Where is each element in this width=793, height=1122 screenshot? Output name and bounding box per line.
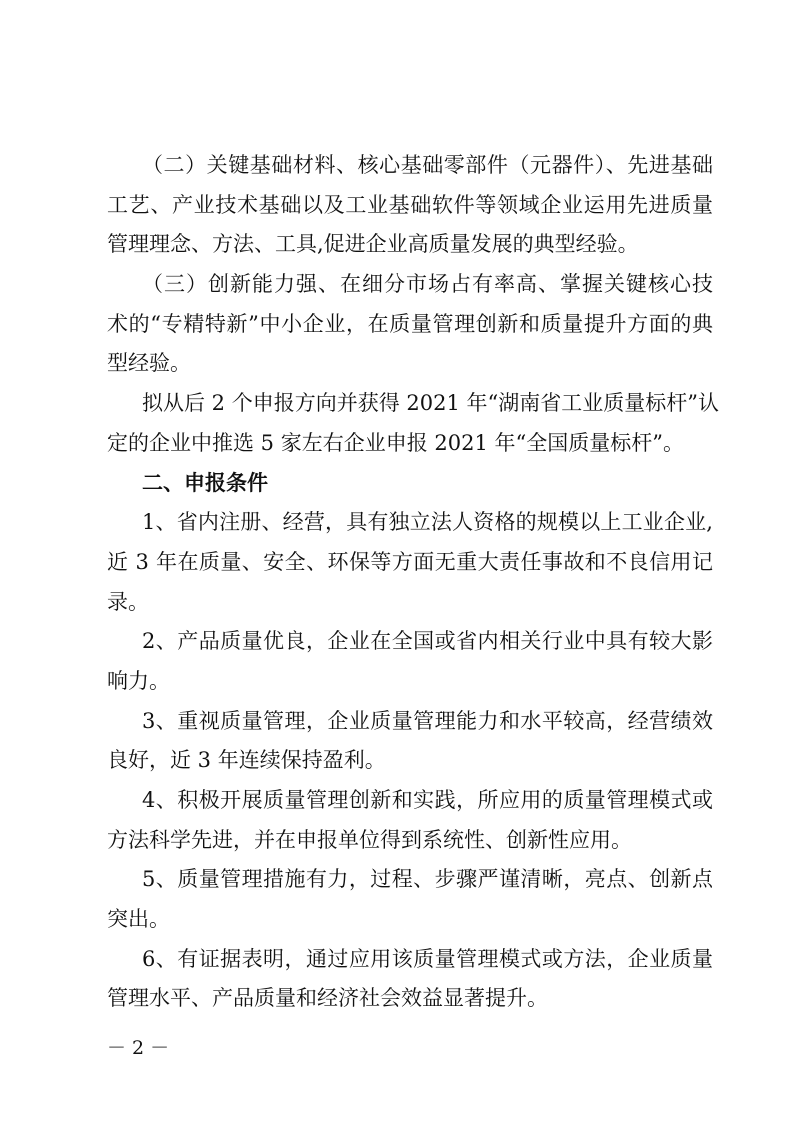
text-line: 5、质量管理措施有力，过程、步骤严谨清晰，亮点、创新点 xyxy=(142,867,713,892)
text-line: 近 3 年在质量、安全、环保等方面无重大责任事故和不良信用记 xyxy=(107,549,713,574)
text-line: 1、省内注册、经营，具有独立法人资格的规模以上工业企业, xyxy=(142,510,713,535)
text-line: 管理理念、方法、工具,促进企业高质量发展的典型经验。 xyxy=(107,232,639,257)
text-line: （二）关键基础材料、核心基础零部件（元器件）、先进基础 xyxy=(142,153,713,177)
section-heading xyxy=(107,464,713,504)
paragraph xyxy=(107,146,713,265)
paragraph xyxy=(107,940,713,1019)
text-line: 拟从后 2 个申报方向并获得 2021 年“湖南省工业质量标杆”认 xyxy=(142,391,719,416)
paragraph xyxy=(107,622,713,701)
text-line: 定的企业中推选 5 家左右企业申报 2021 年“全国质量标杆”。 xyxy=(107,430,684,455)
text-line: 突出。 xyxy=(107,907,170,932)
text-line: （三）创新能力强、在细分市场占有率高、掌握关键核心技 xyxy=(142,272,713,297)
text-line: 良好，近 3 年连续保持盈利。 xyxy=(107,748,386,773)
text-line: 3、重视质量管理，企业质量管理能力和水平较高，经营绩效 xyxy=(142,708,713,733)
text-line: 2、产品质量优良，企业在全国或省内相关行业中具有较大影 xyxy=(142,629,713,654)
text-line: 管理水平、产品质量和经济社会效益显著提升。 xyxy=(107,986,548,1011)
page-number: － 2 － xyxy=(107,1037,170,1059)
text-line: 方法科学先进，并在申报单位得到系统性、创新性应用。 xyxy=(107,827,632,852)
paragraph xyxy=(107,860,713,939)
text-line: 二、申报条件 xyxy=(142,470,268,495)
paragraph xyxy=(107,265,713,384)
text-line: 工艺、产业技术基础以及工业基础软件等领域企业运用先进质量 xyxy=(107,192,713,217)
text-line: 录。 xyxy=(107,589,149,614)
paragraph xyxy=(107,781,713,860)
text-line: 型经验。 xyxy=(107,351,191,376)
text-line: 术的“专精特新”中小企业，在质量管理创新和质量提升方面的典 xyxy=(107,311,713,336)
text-line: 6、有证据表明，通过应用该质量管理模式或方法，企业质量 xyxy=(142,946,713,971)
document-body xyxy=(107,146,719,1019)
paragraph xyxy=(107,702,713,781)
text-line: 4、积极开展质量管理创新和实践，所应用的质量管理模式或 xyxy=(142,788,713,812)
paragraph xyxy=(107,384,719,463)
text-line: 响力。 xyxy=(107,668,170,693)
paragraph xyxy=(107,503,713,622)
